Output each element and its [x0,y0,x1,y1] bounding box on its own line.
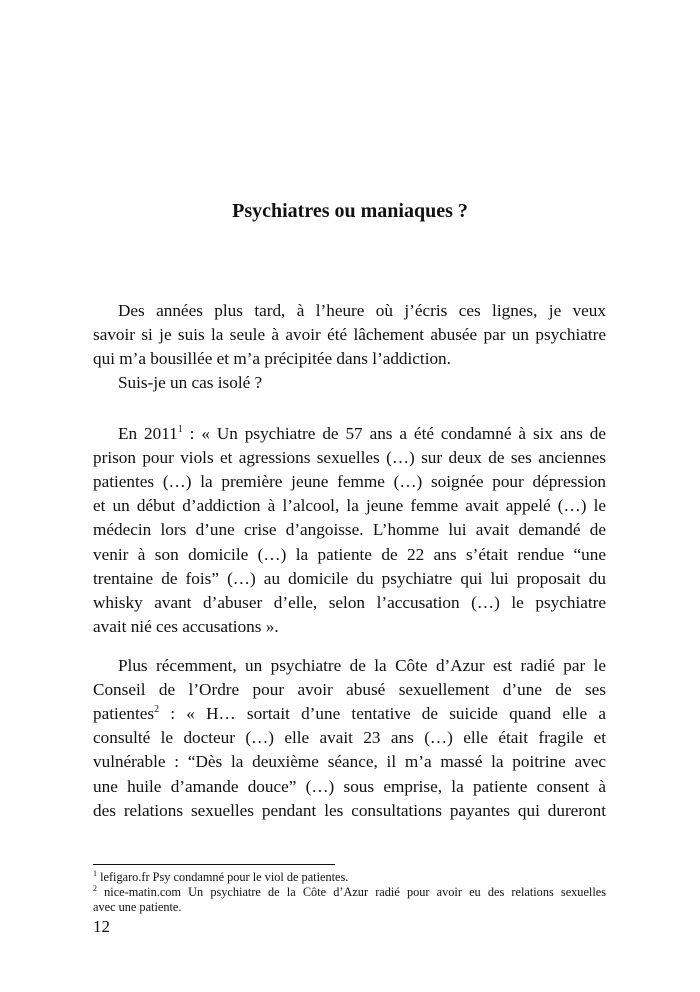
text-line [93,543,606,567]
line-text: Plus récemment, un psychiatre de la Côte d’Azur est radié par le [118,656,606,675]
footnote-line [93,900,606,915]
footnote-line [93,870,606,885]
text-line [93,323,606,347]
chapter-title: Psychiatres ou maniaques ? [232,200,468,222]
footnote-ref: 1 [177,424,183,435]
text-line [93,678,606,702]
text-line [93,470,606,494]
line-text: une huile d’amande douce” (…) sous emprise, la patiente consent à [93,776,606,796]
line-text: avait nié ces accusations ». [93,616,279,636]
footnote-text: lefigaro.fr Psy condamné pour le viol de patientes. [97,870,349,884]
text-line [93,347,606,371]
footnote-divider [93,864,335,865]
line-text: venir à son domicile (…) la patiente de 22 ans s’était rendue “une [93,544,606,564]
footnote-number: 1 [93,869,97,878]
footnote-number: 2 [93,884,97,893]
text-line [93,726,606,750]
text-line [93,591,606,615]
line-text: médecin lors d’une crise d’angoisse. L’homme lui avait demandé de [93,520,606,540]
footnote-text: nice-matin.com Un psychiatre de la Côte d’Azur radié pour avoir eu des relations sexuelles [97,885,606,899]
text-line [93,567,606,591]
line-text: trentaine de fois” (…) au domicile du psychiatre qui lui proposait du [93,568,606,588]
line-text: des relations sexuelles pendant les consultations payantes qui dureront [93,800,606,820]
text-line [118,422,606,446]
line-text: whisky avant d’abuser d’elle, selon l’accusation (…) le psychiatre [93,592,606,612]
text-line [118,654,606,678]
line-text: vulnérable : “Dès la deuxième séance, il m’a massé la poitrine avec [93,752,606,772]
text-line [93,702,606,726]
page-number: 12 [93,917,110,936]
line-text: et un début d’addiction à l’alcool, la jeune femme avait appelé (…) le [93,496,606,516]
line-text: Suis-je un cas isolé ? [118,373,263,393]
line-text: : « H… sortait d’une tentative de suicide quand elle a [159,704,606,724]
text-line [93,750,606,774]
line-text: Des années plus tard, à l’heure où j’écris ces lignes, je veux [118,301,606,320]
text-line [118,299,606,323]
footnote-ref: 2 [154,704,160,716]
text-line [93,615,606,639]
text-line [93,494,606,518]
text-line [93,518,606,542]
line-text: consulté le docteur (…) elle avait 23 ans (…) elle était fragile et [93,728,606,748]
footnote-text: avec une patiente. [93,900,182,914]
line-text: savoir si je suis la seule à avoir été lâchement abusée par un psychiatre [93,325,606,345]
text-line [93,775,606,799]
line-text: prison pour viols et agressions sexuelles (…) sur deux de ses anciennes [93,448,606,468]
line-text: Conseil de l’Ordre pour avoir abusé sexuellement d’une de ses [93,680,606,700]
text-line [93,446,606,470]
text-line [118,371,606,395]
line-text: : « Un psychiatre de 57 ans a été condamné à six ans de [182,424,606,443]
line-text: En 2011 [118,424,178,443]
line-text: patientes [93,704,155,724]
line-text: qui m’a bousillée et m’a précipitée dans l’addiction. [93,349,451,369]
text-line [93,799,606,823]
line-text: patientes (…) la première jeune femme (…) soignée pour dépression [93,472,606,492]
footnote-line [93,885,606,900]
